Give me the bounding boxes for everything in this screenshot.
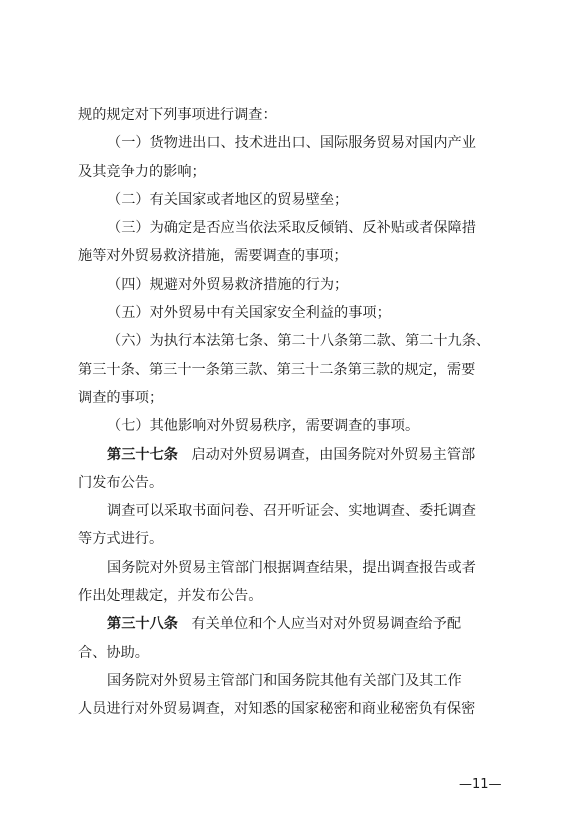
text-line: 门发布公告。 (78, 474, 164, 491)
text-line: 调查的事项； (78, 389, 164, 406)
text-line: （五）对外贸易中有关国家安全利益的事项； (107, 305, 391, 322)
text-line: 人员进行对外贸易调查，对知悉的国家秘密和商业秘密负有保密 (78, 701, 476, 718)
article-number: 第三十七条 (107, 446, 178, 463)
text-line: 作出处理裁定，并发布公告。 (78, 588, 263, 605)
text-line: 施等对外贸易救济措施，需要调查的事项； (78, 248, 348, 265)
document-body (78, 101, 508, 724)
text-line: 第三十条、第三十一条第三款、第三十二条第三款的规定，需要 (78, 361, 476, 378)
article-38-line (78, 610, 508, 638)
page-number: —11— (459, 777, 502, 792)
text-line: （一）货物进出口、技术进出口、国际服务贸易对国内产业 (107, 135, 476, 152)
text-line: 规的规定对下列事项进行调查： (78, 107, 277, 123)
article-text: 启动对外贸易调查，由国务院对外贸易主管部 (191, 446, 476, 463)
text-line: （七）其他影响对外贸易秩序，需要调查的事项。 (107, 418, 420, 435)
text-line: （三）为确定是否应当依法采取反倾销、反补贴或者保障措 (107, 220, 476, 237)
text-line: 等方式进行。 (78, 531, 164, 548)
text-line: 国务院对外贸易主管部门和国务院其他有关部门及其工作 (107, 672, 462, 689)
article-text: 有关单位和个人应当对对外贸易调查给予配 (191, 616, 462, 633)
text-line: （六）为执行本法第七条、第二十八条第二款、第二十九条、 (107, 333, 491, 350)
text-line: 调查可以采取书面问卷、召开听证会、实地调查、委托调查 (107, 503, 476, 520)
article-37-line (78, 441, 508, 469)
text-line: 国务院对外贸易主管部门根据调查结果，提出调查报告或者 (107, 559, 476, 576)
text-line: 及其竞争力的影响； (78, 163, 206, 180)
text-line: （四）规避对外贸易救济措施的行为； (107, 276, 349, 293)
article-number: 第三十八条 (107, 616, 178, 633)
text-line: 合、协助。 (78, 644, 149, 661)
text-line: （二）有关国家或者地区的贸易壁垒； (107, 191, 349, 208)
